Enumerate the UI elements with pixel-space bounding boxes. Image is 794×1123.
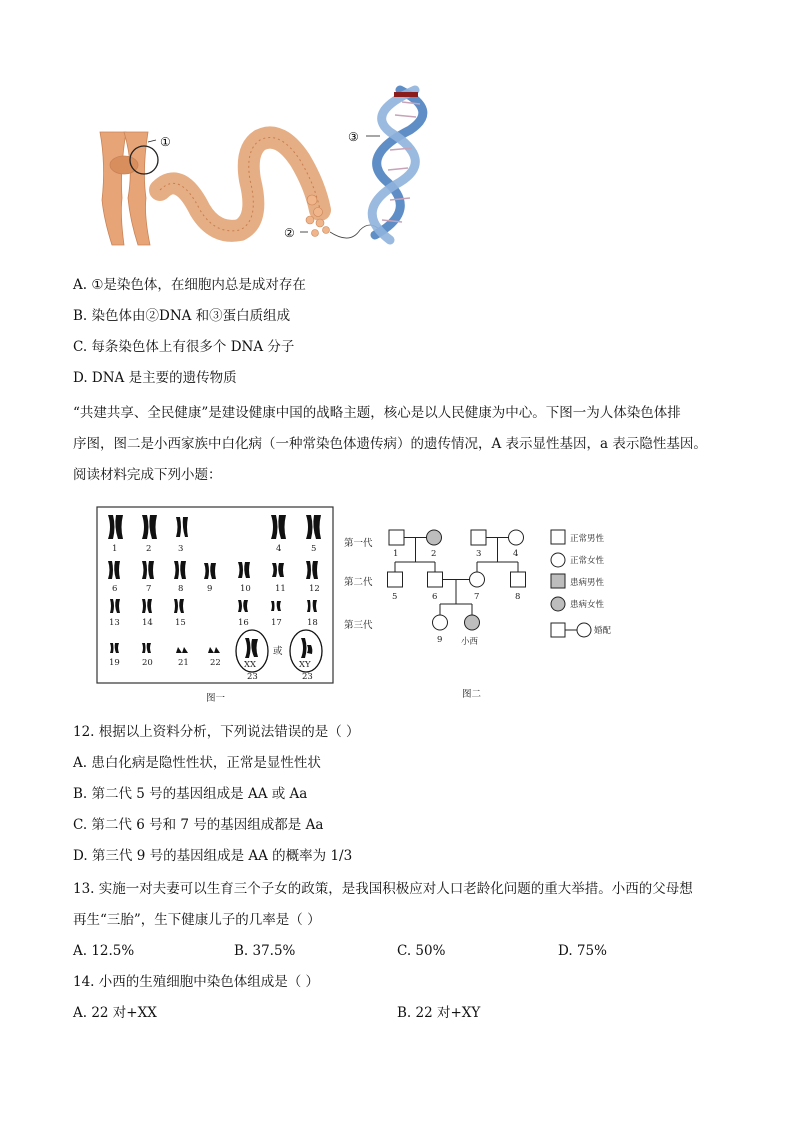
q11-option-d: D. DNA 是主要的遗传物质 (73, 370, 237, 386)
passage-line-2: 序图，图二是小西家族中白化病（一种常染色体遗传病）的遗传情况，A 表示显性基因，a 表示隐性基因。 (73, 436, 707, 452)
dna-helix-icon (372, 90, 423, 240)
q14-option-a: A. 22 对+XX (73, 1005, 157, 1021)
q12-option-c: C. 第二代 6 号和 7 号的基因组成都是 Aa (73, 817, 324, 833)
gen-label-1: 第一代 (344, 538, 373, 549)
q11-option-c: C. 每条染色体上有很多个 DNA 分子 (73, 339, 295, 355)
chr-num: 12 (309, 584, 320, 594)
q14-stem: 14. 小西的生殖细胞中染色体组成是（ ） (73, 974, 320, 990)
figure2-caption: 图二 (462, 689, 482, 700)
chr-num: 9 (207, 584, 213, 594)
q12-option-b: B. 第二代 5 号的基因组成是 AA 或 Aa (73, 786, 308, 802)
q13-stem-line-1: 13. 实施一对夫妻可以生育三个子女的政策，是我国积极应对人口老龄化问题的重大举措。小西的父母想 (73, 881, 693, 897)
marker-1: ① (160, 135, 171, 149)
q13-option-b: B. 37.5% (234, 943, 296, 959)
pedigree-id-5: 5 (392, 592, 398, 602)
legend-square-normal (551, 530, 565, 544)
chr-num: 8 (178, 584, 184, 594)
chr-num: 4 (276, 544, 282, 554)
q13-stem-line-2: 再生“三胎”，生下健康儿子的几率是（ ） (73, 912, 321, 928)
q12-option-a: A. 患白化病是隐性性状，正常是显性性状 (73, 755, 321, 771)
pedigree-1-normal-male (389, 530, 404, 545)
coiled-fiber-icon (160, 138, 330, 237)
chr-num: 2 (146, 544, 152, 554)
chr-num: 1 (112, 544, 118, 554)
passage-line-3: 阅读材料完成下列小题： (73, 467, 222, 483)
chr-num: 3 (178, 544, 184, 554)
pedigree-id-9: 9 (437, 635, 443, 645)
chr-num: 13 (109, 618, 120, 628)
pedigree-id-8: 8 (515, 592, 521, 602)
chr-num: 6 (112, 584, 118, 594)
chr-num: 17 (271, 618, 282, 628)
figure1-caption: 图一 (206, 693, 226, 704)
pedigree-4-normal-female (509, 530, 524, 545)
pedigree-id-7: 7 (474, 592, 480, 602)
pedigree-3-normal-male (471, 530, 486, 545)
legend-affected-male: 患病男性 (570, 578, 605, 588)
num-23-a: 23 (247, 672, 258, 682)
pedigree-xiaoxi-affected-female (465, 615, 480, 630)
legend-marriage: 婚配 (594, 626, 612, 636)
or-text: 或 (273, 646, 283, 657)
passage-line-1: “共建共享、全民健康”是建设健康中国的战略主题，核心是以人民健康为中心。下图一为人体染色体排 (73, 405, 681, 421)
legend-affected-female: 患病女性 (570, 600, 605, 610)
chr-num: 11 (275, 584, 286, 594)
pedigree-9-normal-female (433, 615, 448, 630)
pedigree-id-1: 1 (393, 549, 399, 559)
pedigree-id-6: 6 (432, 592, 438, 602)
chr-num: 20 (142, 658, 153, 668)
chromosome-icon (100, 132, 150, 245)
pedigree-id-2: 2 (431, 549, 437, 559)
pedigree-id-4: 4 (513, 549, 519, 559)
pedigree-xiaoxi-label: 小西 (461, 637, 479, 647)
chr-num: 5 (311, 544, 317, 554)
chr-num: 19 (109, 658, 120, 668)
marker-3: ③ (348, 130, 359, 144)
pedigree-2-affected-female (427, 530, 442, 545)
xx-label: XX (244, 660, 257, 670)
marker-2: ② (284, 226, 295, 240)
chr-num: 7 (146, 584, 152, 594)
legend-normal-male: 正常男性 (570, 534, 605, 544)
legend-square-affected (551, 574, 565, 588)
pedigree-6-normal-male (428, 572, 443, 587)
legend-circle-affected (551, 597, 565, 611)
chr-num: 15 (175, 618, 186, 628)
q11-option-a: A. ①是染色体，在细胞内总是成对存在 (73, 277, 306, 293)
chromosome-dna-figure (90, 70, 450, 250)
q13-option-d: D. 75% (558, 943, 607, 959)
q13-option-c: C. 50% (397, 943, 446, 959)
chr-num: 21 (178, 658, 189, 668)
chr-num: 16 (238, 618, 249, 628)
legend-circle-normal (551, 553, 565, 567)
pedigree-id-3: 3 (476, 549, 482, 559)
q14-option-b: B. 22 对+XY (397, 1005, 481, 1021)
legend-marriage-circle (577, 623, 591, 637)
legend-normal-female: 正常女性 (570, 556, 605, 566)
gen-label-3: 第三代 (344, 620, 373, 631)
chr-num: 22 (210, 658, 221, 668)
chr-num: 10 (240, 584, 251, 594)
chr-num: 18 (307, 618, 318, 628)
karyotype-figure (96, 505, 336, 705)
legend-marriage-square (551, 623, 565, 637)
q13-option-a: A. 12.5% (73, 943, 135, 959)
gen-label-2: 第二代 (344, 577, 373, 588)
chr-num: 14 (142, 618, 153, 628)
q12-stem: 12. 根据以上资料分析，下列说法错误的是（ ） (73, 724, 360, 740)
pedigree-figure (340, 522, 630, 702)
xy-label: XY (299, 660, 311, 670)
pedigree-8-normal-male (511, 572, 526, 587)
num-23-b: 23 (302, 672, 313, 682)
q11-option-b: B. 染色体由②DNA 和③蛋白质组成 (73, 308, 291, 324)
q12-option-d: D. 第三代 9 号的基因组成是 AA 的概率为 1/3 (73, 848, 353, 864)
pedigree-7-normal-female (470, 572, 485, 587)
pedigree-5-normal-male (388, 572, 403, 587)
